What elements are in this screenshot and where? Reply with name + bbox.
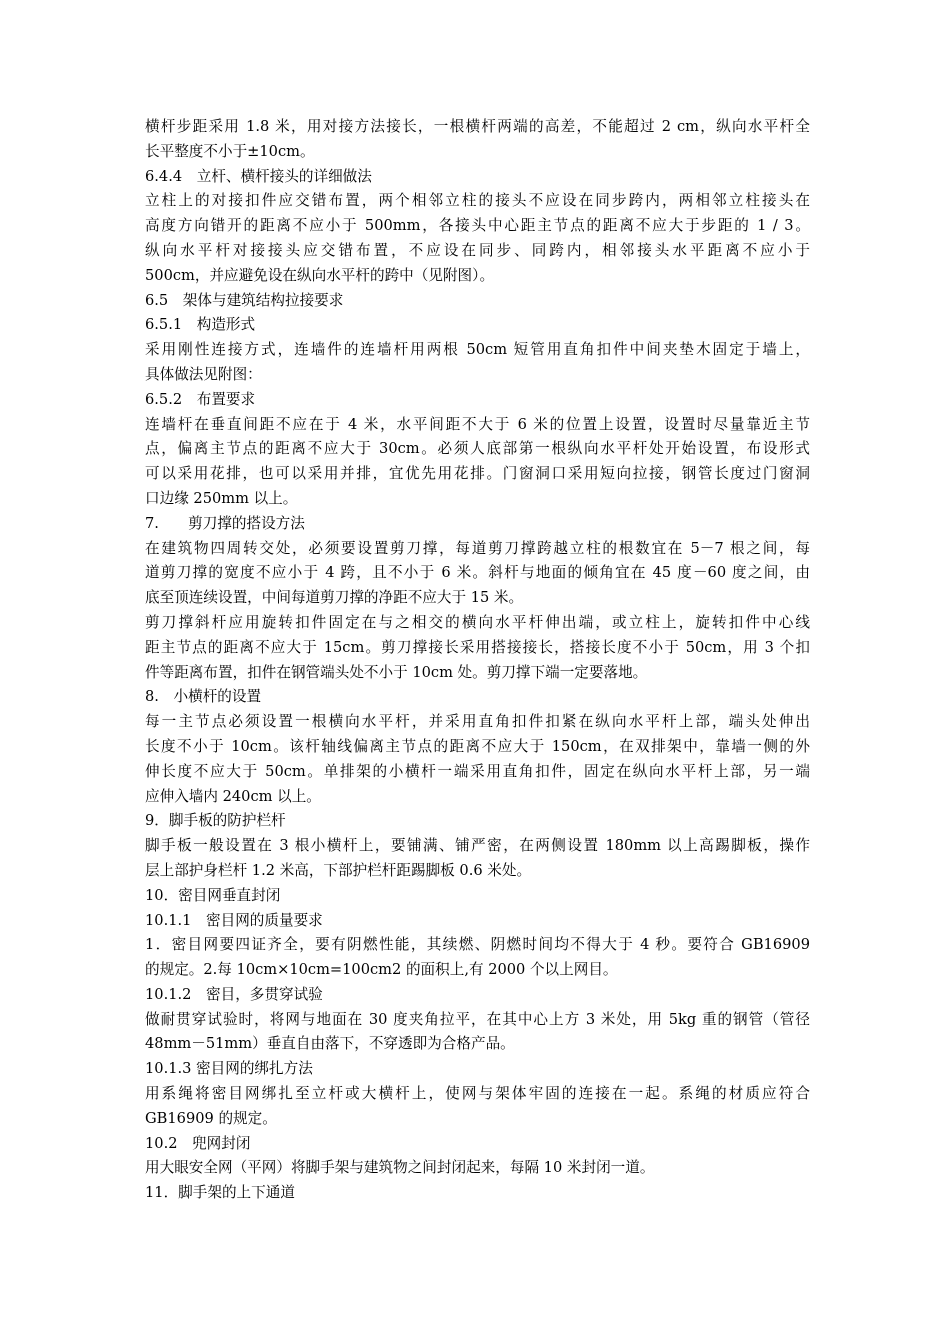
- paragraph-line: 做耐贯穿试验时，将网与地面在 30 度夹角拉平，在其中心上方 3 米处，用 5kg 重的钢管（管径: [145, 1010, 810, 1028]
- paragraph-line: 48mm－51mm）垂直自由落下，不穿透即为合格产品。: [145, 1035, 515, 1053]
- paragraph-line: GB16909 的规定。: [145, 1109, 277, 1127]
- paragraph-line: 在建筑物四周转交处，必须要设置剪刀撑，每道剪刀撑跨越立柱的根数宜在 5－7 根之间，每: [145, 539, 810, 557]
- paragraph-line: 长平整度不小于±10cm。: [145, 142, 315, 160]
- section-heading: 10.1.1 密目网的质量要求: [145, 911, 323, 929]
- section-heading: 6.5 架体与建筑结构拉接要求: [145, 291, 344, 309]
- section-heading: 11．脚手架的上下通道: [145, 1184, 295, 1202]
- paragraph-line: 剪刀撑斜杆应用旋转扣件固定在与之相交的横向水平杆伸出端，或立柱上，旋转扣件中心线: [145, 613, 810, 631]
- paragraph-line: 500cm，并应避免设在纵向水平杆的跨中（见附图）。: [145, 266, 495, 284]
- section-heading: 7. 剪刀撑的搭设方法: [145, 514, 305, 532]
- paragraph-line: 1．密目网要四证齐全，要有阴燃性能，其续燃、阴燃时间均不得大于 4 秒。要符合 GB16909: [145, 936, 810, 954]
- paragraph-line: 脚手板一般设置在 3 根小横杆上，要铺满、铺严密，在两侧设置 180mm 以上高踢脚板，操作: [145, 837, 810, 855]
- paragraph-line: 立柱上的对接扣件应交错布置，两个相邻立柱的接头不应设在同步跨内，两相邻立柱接头在: [145, 192, 810, 210]
- section-heading: 10.2 兜网封闭: [145, 1134, 251, 1152]
- section-heading: 10．密目网垂直封闭: [145, 886, 281, 904]
- paragraph-line: 横杆步距采用 1.8 米，用对接方法接长，一根横杆两端的高差，不能超过 2 cm，纵向水平杆全: [145, 118, 810, 135]
- section-heading: 8. 小横杆的设置: [145, 688, 262, 706]
- section-heading: 6.5.1 构造形式: [145, 316, 256, 334]
- paragraph-line: 用系绳将密目网绑扎至立杆或大横杆上，使网与架体牢固的连接在一起。系绳的材质应符合: [145, 1085, 810, 1103]
- section-heading: 10.1.3 密目网的绑扎方法: [145, 1060, 313, 1078]
- paragraph-line: 距主节点的距离不应大于 15cm。剪刀撑接长采用搭接接长，搭接长度不小于 50cm，用 3 个扣: [145, 638, 810, 656]
- paragraph-line: 具体做法见附图：: [145, 365, 262, 383]
- paragraph-line: 应伸入墙内 240cm 以上。: [145, 787, 321, 805]
- section-heading: 6.4.4 立杆、横杆接头的详细做法: [145, 167, 372, 185]
- paragraph-line: 口边缘 250mm 以上。: [145, 489, 298, 507]
- paragraph-line: 用大眼安全网（平网）将脚手架与建筑物之间封闭起来，每隔 10 米封闭一道。: [145, 1159, 655, 1177]
- section-heading: 10.1.2 密目，多贯穿试验: [145, 985, 323, 1003]
- paragraph-line: 高度方向错开的距离不应小于 500mm，各接头中心距主节点的距离不应大于步距的 1 / 3。: [145, 217, 810, 235]
- paragraph-line: 每一主节点必须设置一根横向水平杆，并采用直角扣件扣紧在纵向水平杆上部，端头处伸出: [145, 713, 810, 731]
- paragraph-line: 伸长度不应大于 50cm。单排架的小横杆一端采用直角扣件，固定在纵向水平杆上部，另一端: [145, 762, 810, 780]
- paragraph-line: 长度不小于 10cm。该杆轴线偏离主节点的距离不应大于 150cm，在双排架中，靠墙一侧的外: [145, 737, 810, 755]
- paragraph-line: 道剪刀撑的宽度不应小于 4 跨，且不小于 6 米。斜杆与地面的倾角宜在 45 度－60 度之间，由: [145, 564, 810, 582]
- section-heading: 6.5.2 布置要求: [145, 390, 256, 408]
- paragraph-line: 纵向水平杆对接接头应交错布置，不应设在同步、同跨内，相邻接头水平距离不应小于: [145, 241, 810, 259]
- paragraph-line: 底至顶连续设置，中间每道剪刀撑的净距不应大于 15 米。: [145, 589, 524, 607]
- paragraph-line: 可以采用花排，也可以采用并排，宜优先用花排。门窗洞口采用短向拉接，钢管长度过门窗洞: [145, 465, 810, 483]
- paragraph-line: 连墙杆在垂直间距不应在于 4 米，水平间距不大于 6 米的位置上设置，设置时尽量靠近主节: [145, 415, 810, 433]
- document-page: [145, 115, 810, 1206]
- paragraph-line: 件等距离布置，扣件在钢管端头处不小于 10cm 处。剪刀撑下端一定要落地。: [145, 663, 648, 681]
- paragraph-line: 采用刚性连接方式，连墙件的连墙杆用两根 50cm 短管用直角扣件中间夹垫木固定于墙上，: [145, 341, 810, 359]
- section-heading: 9．脚手板的防护栏杆: [145, 812, 286, 830]
- paragraph-line: 层上部护身栏杆 1.2 米高，下部护栏杆距踢脚板 0.6 米处。: [145, 861, 532, 879]
- paragraph-line: 点，偏离主节点的距离不应大于 30cm。必须人底部第一根纵向水平杆处开始设置，布设形式: [145, 440, 810, 458]
- paragraph-line: 的规定。2.每 10cm×10cm=100cm2 的面积上,有 2000 个以上网目。: [145, 961, 618, 979]
